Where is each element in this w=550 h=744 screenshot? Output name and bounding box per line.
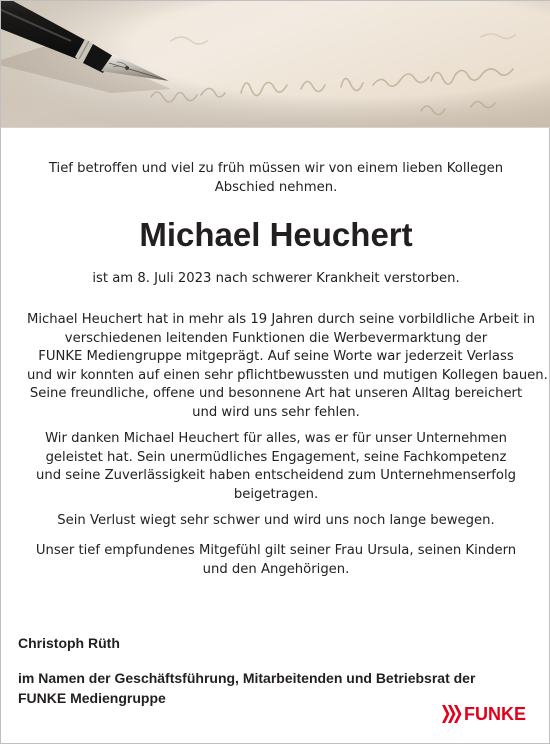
- header-divider: [1, 127, 550, 128]
- loss-paragraph: [27, 512, 525, 531]
- on-behalf-line: FUNKE Mediengruppe: [18, 689, 166, 706]
- paragraph-line: und wird uns sehr fehlen.: [192, 404, 360, 420]
- paragraph-line: beigetragen.: [233, 486, 319, 502]
- chevrons-icon: [442, 705, 462, 723]
- intro-line: Tief betroffen und viel zu früh müssen wir von einem lieben Kollegen: [48, 161, 504, 176]
- logo-wordmark: FUNKE: [464, 704, 526, 724]
- intro-line: Abschied nehmen.: [214, 180, 338, 195]
- paragraph-line: FUNKE Mediengruppe mitgeprägt. Auf seine Worte war jederzeit Verlass: [38, 349, 514, 364]
- paragraph-line: geleistet hat. Sein unermüdliches Engagement, seine Fachkompetenz: [45, 449, 507, 465]
- paragraph-line: und den Angehörigen.: [202, 561, 350, 577]
- death-notice: ist am 8. Juli 2023 nach schwerer Krankheit verstorben.: [92, 271, 460, 286]
- fountain-pen-icon: [1, 1, 550, 127]
- condolence-paragraph: [27, 542, 525, 579]
- header-photo: [1, 1, 550, 127]
- funke-logo: [442, 702, 526, 726]
- paragraph-line: Seine freundliche, offene und besonnene Art hat unseren Alltag bereichert: [29, 386, 523, 401]
- paragraph-line: und wir konnten auf einen sehr pflichtbewussten und mutigen Kollegen bauen.: [27, 367, 548, 383]
- deceased-name: Michael Heuchert: [139, 216, 413, 253]
- signer-name: Christoph Rüth: [18, 635, 120, 651]
- tribute-paragraph: [27, 311, 548, 422]
- paragraph-line: Sein Verlust wiegt sehr schwer und wird uns noch lange bewegen.: [57, 513, 495, 528]
- paragraph-line: Unser tief empfundenes Mitgefühl gilt seiner Frau Ursula, seinen Kindern: [35, 543, 517, 558]
- intro-text: [31, 159, 521, 197]
- thanks-paragraph: [27, 430, 525, 504]
- paragraph-line: Michael Heuchert hat in mehr als 19 Jahren durch seine vorbildliche Arbeit in: [27, 312, 536, 327]
- paragraph-line: Wir danken Michael Heuchert für alles, was er für unser Unternehmen: [45, 431, 507, 446]
- on-behalf-line: im Namen der Geschäftsführung, Mitarbeitenden und Betriebsrat der: [18, 670, 476, 686]
- paragraph-line: und seine Zuverlässigkeit haben entscheidend zum Unternehmenserfolg: [35, 468, 517, 483]
- paragraph-line: verschiedenen leitenden Funktionen die Werbevermarktung der: [64, 330, 488, 346]
